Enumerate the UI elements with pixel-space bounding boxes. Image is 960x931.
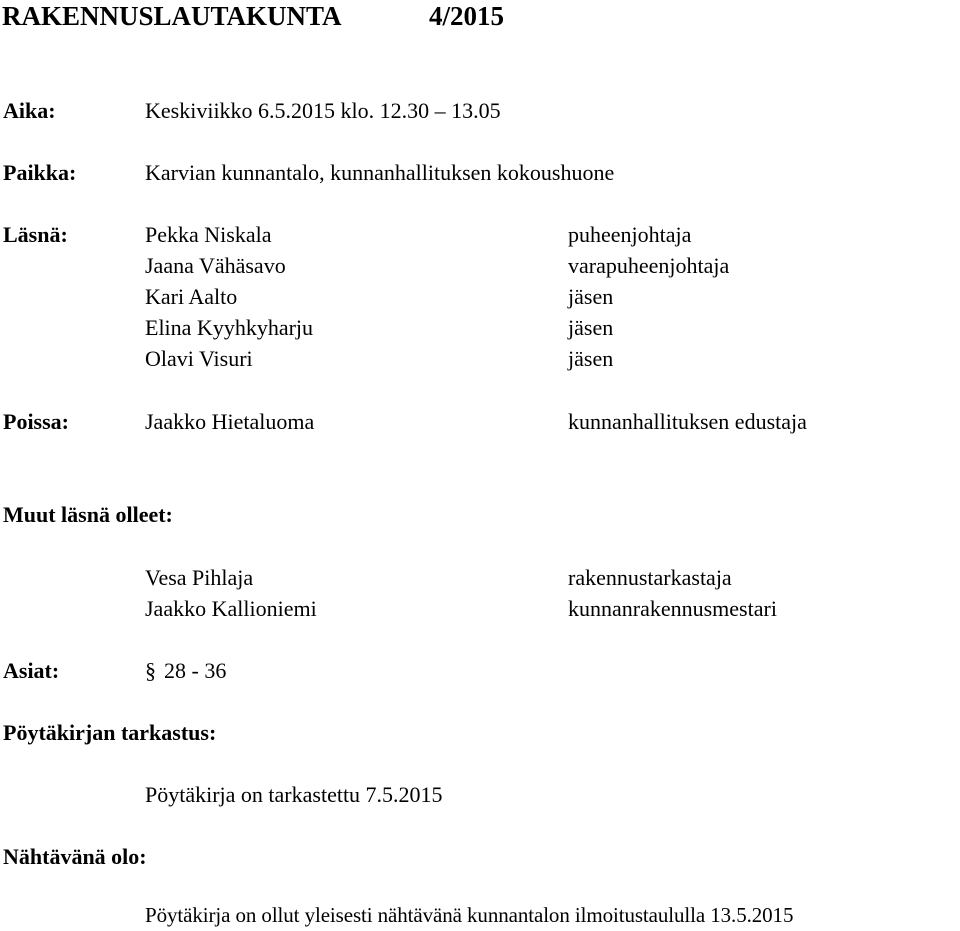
member-name: Kari Aalto [145,284,238,309]
member-role: varapuheenjohtaja [568,253,730,278]
member-name: Elina Kyyhkyharju [145,315,314,340]
paikka-value: Karvian kunnantalo, kunnanhallituksen kokoushuone [145,160,615,185]
member-role: jäsen [568,346,614,371]
other-name: Jaakko Kallioniemi [145,596,317,621]
nahtavana-label: Nähtävänä olo: [3,844,147,869]
tarkastus-label: Pöytäkirjan tarkastus: [3,720,217,745]
poissa-label: Poissa: [3,409,69,434]
member-role: jäsen [568,315,614,340]
document-title: RAKENNUSLAUTAKUNTA [2,1,342,31]
member-name: Jaana Vähäsavo [145,253,286,278]
other-role: kunnanrakennusmestari [568,596,777,621]
other-role: rakennustarkastaja [568,565,732,590]
section-sign: § [145,658,156,683]
asiat-value: 28 - 36 [164,658,227,683]
asiat-label: Asiat: [3,658,60,683]
aika-label: Aika: [3,98,56,123]
member-role: puheenjohtaja [568,222,692,247]
tarkastus-value: Pöytäkirja on tarkastettu 7.5.2015 [145,782,443,807]
absent-role: kunnanhallituksen edustaja [568,409,807,434]
muut-label: Muut läsnä olleet: [3,502,173,527]
aika-value: Keskiviikko 6.5.2015 klo. 12.30 – 13.05 [145,98,501,123]
member-role: jäsen [568,284,614,309]
absent-name: Jaakko Hietaluoma [145,409,315,434]
lasna-label: Läsnä: [3,222,68,247]
other-name: Vesa Pihlaja [145,565,254,590]
member-name: Pekka Niskala [145,222,272,247]
member-name: Olavi Visuri [145,346,253,371]
nahtavana-value: Pöytäkirja on ollut yleisesti nähtävänä kunnantalon ilmoitustaululla 13.5.2015 [145,903,794,927]
meeting-number: 4/2015 [429,1,505,31]
paikka-label: Paikka: [3,160,77,185]
